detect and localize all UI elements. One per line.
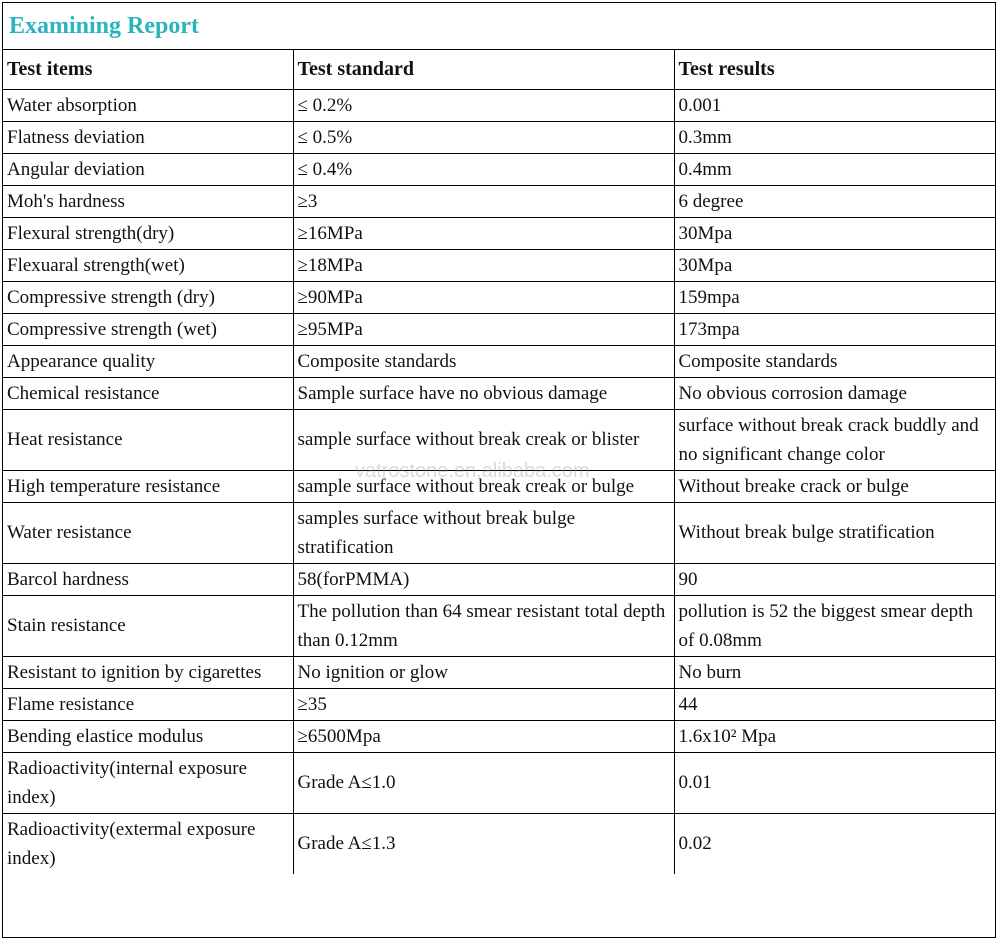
- report-table: [3, 50, 995, 874]
- cell-test-standard: The pollution than 64 smear resistant total depth than 0.12mm: [293, 595, 674, 656]
- cell-test-result: surface without break crack buddly and no significant change color: [674, 409, 995, 470]
- header-test-results: Test results: [674, 50, 995, 89]
- cell-test-standard: ≥6500Mpa: [293, 720, 674, 752]
- cell-test-standard: sample surface without break creak or blister: [293, 409, 674, 470]
- cell-test-standard: ≥35: [293, 688, 674, 720]
- cell-test-item: Flexural strength(dry): [3, 217, 293, 249]
- cell-test-item: Stain resistance: [3, 595, 293, 656]
- cell-test-standard: Grade A≤1.3: [293, 813, 674, 874]
- table-row: [3, 656, 995, 688]
- cell-test-result: pollution is 52 the biggest smear depth of 0.08mm: [674, 595, 995, 656]
- cell-test-standard: sample surface without break creak or bulge: [293, 470, 674, 502]
- table-body: [3, 89, 995, 874]
- cell-test-standard: ≤ 0.4%: [293, 153, 674, 185]
- cell-test-standard: 58(forPMMA): [293, 563, 674, 595]
- table-row: [3, 688, 995, 720]
- cell-test-item: Radioactivity(extermal exposure index): [3, 813, 293, 874]
- cell-test-item: Bending elastice modulus: [3, 720, 293, 752]
- cell-test-item: Compressive strength (wet): [3, 313, 293, 345]
- cell-test-result: 1.6x10² Mpa: [674, 720, 995, 752]
- cell-test-item: Flame resistance: [3, 688, 293, 720]
- header-test-standard: Test standard: [293, 50, 674, 89]
- cell-test-result: 173mpa: [674, 313, 995, 345]
- table-row: [3, 281, 995, 313]
- cell-test-result: 159mpa: [674, 281, 995, 313]
- cell-test-result: No burn: [674, 656, 995, 688]
- cell-test-result: Composite standards: [674, 345, 995, 377]
- header-test-items: Test items: [3, 50, 293, 89]
- title-bar: [3, 3, 995, 50]
- cell-test-result: 0.02: [674, 813, 995, 874]
- cell-test-standard: No ignition or glow: [293, 656, 674, 688]
- cell-test-result: 30Mpa: [674, 217, 995, 249]
- cell-test-standard: ≥95MPa: [293, 313, 674, 345]
- report-title: Examining Report: [9, 12, 200, 39]
- table-row: [3, 313, 995, 345]
- cell-test-item: Flexuaral strength(wet): [3, 249, 293, 281]
- cell-test-item: Compressive strength (dry): [3, 281, 293, 313]
- cell-test-result: 6 degree: [674, 185, 995, 217]
- cell-test-result: 0.001: [674, 89, 995, 121]
- cell-test-result: 0.4mm: [674, 153, 995, 185]
- cell-test-result: 90: [674, 563, 995, 595]
- cell-test-standard: ≥18MPa: [293, 249, 674, 281]
- cell-test-item: Heat resistance: [3, 409, 293, 470]
- cell-test-result: Without breake crack or bulge: [674, 470, 995, 502]
- cell-test-standard: Composite standards: [293, 345, 674, 377]
- cell-test-standard: Grade A≤1.0: [293, 752, 674, 813]
- cell-test-item: Radioactivity(internal exposure index): [3, 752, 293, 813]
- table-row: [3, 563, 995, 595]
- cell-test-item: Resistant to ignition by cigarettes: [3, 656, 293, 688]
- cell-test-item: Flatness deviation: [3, 121, 293, 153]
- table-row: [3, 185, 995, 217]
- cell-test-standard: ≤ 0.5%: [293, 121, 674, 153]
- table-row: [3, 153, 995, 185]
- cell-test-item: Water resistance: [3, 502, 293, 563]
- table-row: [3, 217, 995, 249]
- table-row: [3, 813, 995, 874]
- cell-test-result: 44: [674, 688, 995, 720]
- table-row: [3, 720, 995, 752]
- watermark: vatrostone.en.alibaba.com: [355, 460, 590, 482]
- cell-test-standard: ≥3: [293, 185, 674, 217]
- table-row: [3, 595, 995, 656]
- cell-test-item: Barcol hardness: [3, 563, 293, 595]
- cell-test-item: Chemical resistance: [3, 377, 293, 409]
- cell-test-result: Without break bulge stratification: [674, 502, 995, 563]
- table-row: [3, 121, 995, 153]
- table-row: [3, 409, 995, 470]
- cell-test-standard: samples surface without break bulge stratification: [293, 502, 674, 563]
- cell-test-result: 0.3mm: [674, 121, 995, 153]
- cell-test-item: Water absorption: [3, 89, 293, 121]
- table-row: [3, 377, 995, 409]
- cell-test-item: Moh's hardness: [3, 185, 293, 217]
- cell-test-standard: ≤ 0.2%: [293, 89, 674, 121]
- cell-test-standard: ≥16MPa: [293, 217, 674, 249]
- cell-test-result: 30Mpa: [674, 249, 995, 281]
- cell-test-standard: Sample surface have no obvious damage: [293, 377, 674, 409]
- table-row: [3, 89, 995, 121]
- table-row: [3, 470, 995, 502]
- table-row: [3, 752, 995, 813]
- report-frame: [2, 2, 996, 938]
- header-row: [3, 50, 995, 89]
- cell-test-item: Appearance quality: [3, 345, 293, 377]
- table-row: [3, 249, 995, 281]
- cell-test-item: Angular deviation: [3, 153, 293, 185]
- cell-test-item: High temperature resistance: [3, 470, 293, 502]
- cell-test-result: 0.01: [674, 752, 995, 813]
- cell-test-result: No obvious corrosion damage: [674, 377, 995, 409]
- table-row: [3, 502, 995, 563]
- table-row: [3, 345, 995, 377]
- cell-test-standard: ≥90MPa: [293, 281, 674, 313]
